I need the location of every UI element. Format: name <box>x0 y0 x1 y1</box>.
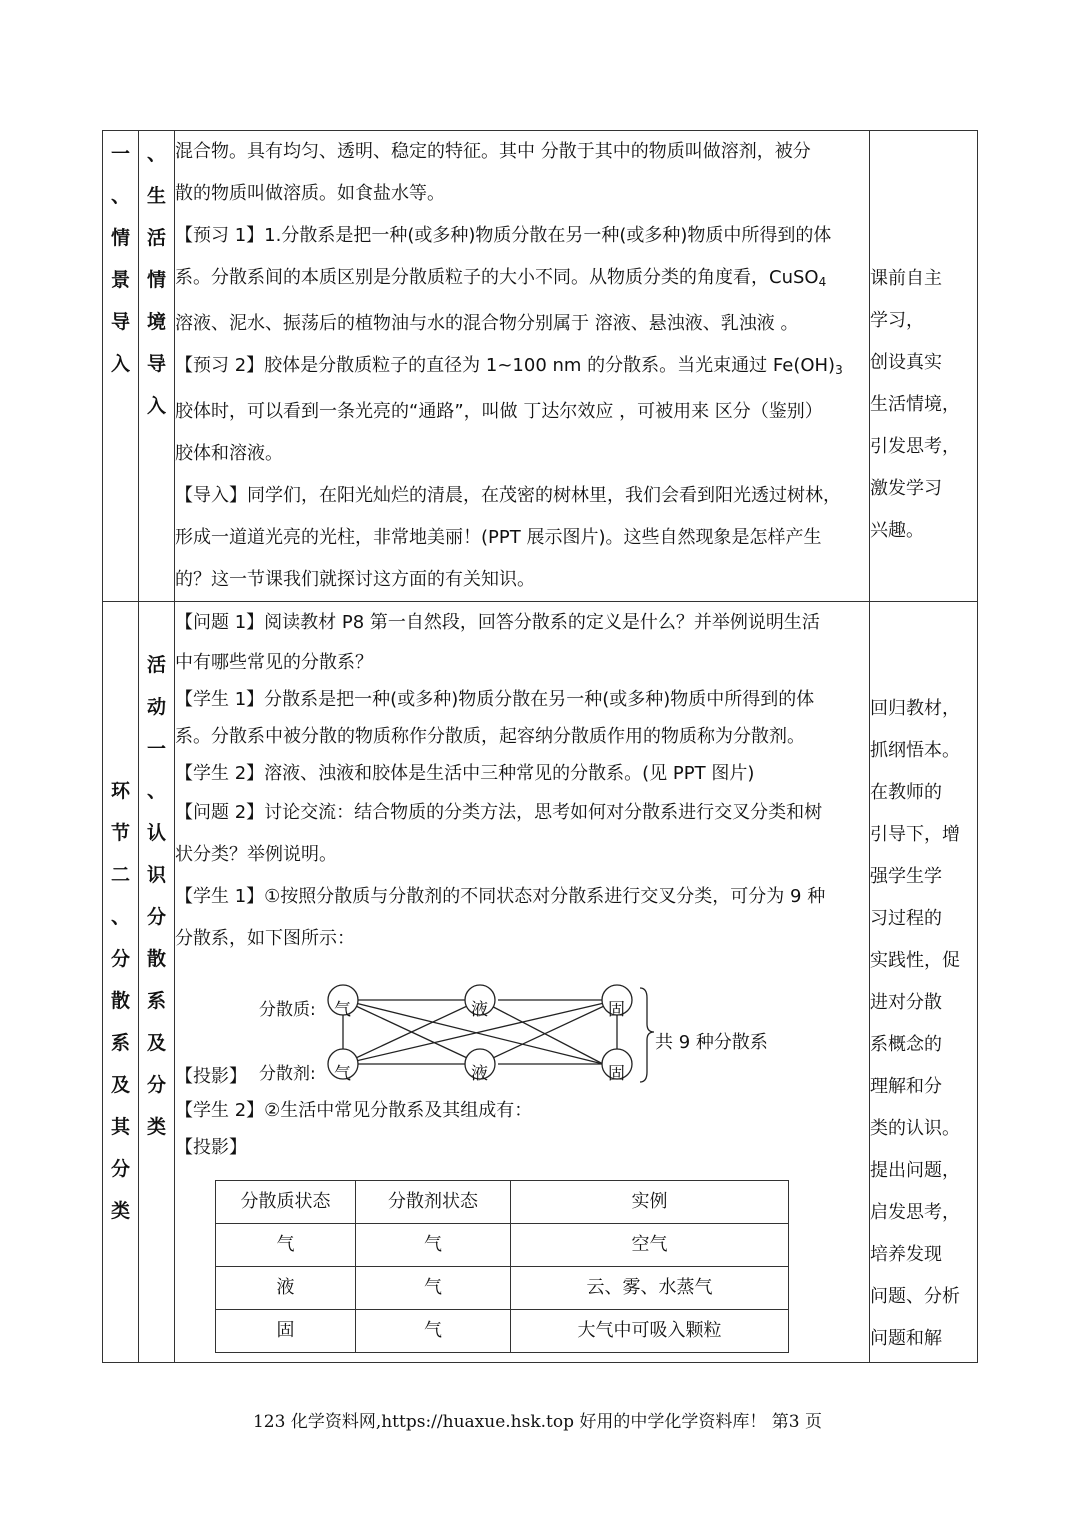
table-cell: 气 <box>356 1267 511 1310</box>
section-2-row <box>103 602 978 1363</box>
section-1-row <box>103 131 978 602</box>
node-bottom-solid: 固 <box>608 1064 625 1084</box>
table-cell: 气 <box>356 1224 511 1267</box>
section-2-note: 回归教材， 抓纲悟本。 在教师的 引导下，增 强学生学 习过程的 实践性，促 进对分散 系概念的 理解和分 类的认识。 提出问题， 启发思考， 培养发现 问题、分析 问题和解 <box>870 602 978 1363</box>
node-top-liquid: 液 <box>471 1000 488 1020</box>
table-cell: 气 <box>216 1224 356 1267</box>
table-row <box>216 1224 789 1267</box>
text-line: 系。分散系中被分散的物质称作分散质，起容纳分散质作用的物质称为分散剂。 <box>175 726 805 747</box>
text-line: 【问题 2】讨论交流：结合物质的分类方法，思考如何对分散系进行交叉分类和树 <box>175 802 823 823</box>
section-1-note: 课前自主 学习， 创设真实 生活情境， 引发思考， 激发学习 兴趣。 <box>870 131 978 602</box>
text-line: 形成一道道光亮的光柱，非常地美丽！(PPT 展示图片)。这些自然现象是怎样产生 <box>175 527 822 548</box>
text-line: 【学生 2】溶液、浊液和胶体是生活中三种常见的分散系。(见 PPT 图片) <box>175 763 755 784</box>
text-line: 【学生 1】①按照分散质与分散剂的不同状态对分散系进行交叉分类，可分为 9 种 <box>175 886 826 907</box>
label-dispersion-medium: 分散剂: <box>259 1064 316 1084</box>
text-line: 【导入】同学们，在阳光灿烂的清晨，在茂密的树林里，我们会看到阳光透过树林， <box>175 485 841 506</box>
text-line: 分散系，如下图所示： <box>175 928 355 949</box>
lesson-table <box>102 130 978 1363</box>
text-line: 的？这一节课我们就探讨这方面的有关知识。 <box>175 569 535 590</box>
text-line: 【预习 1】1.分散系是把一种(或多种)物质分散在另一种(或多种)物质中所得到的体 <box>175 225 832 246</box>
text-line: 【学生 2】②生活中常见分散系及其组成有： <box>175 1100 533 1121</box>
section-1-subtitle: 、 生 活 情 境 导 入 <box>139 131 175 602</box>
text-line: 中有哪些常见的分散系？ <box>175 652 373 673</box>
text-line: 系。分散系间的本质区别是分散质粒子的大小不同。从物质分类的角度看，CuSO$_4$ <box>175 267 827 289</box>
text-line: 散的物质叫做溶质。如食盐水等。 <box>175 183 445 204</box>
node-bottom-liquid: 液 <box>471 1064 488 1084</box>
text-line: 【学生 1】分散系是把一种(或多种)物质分散在另一种(或多种)物质中所得到的体 <box>175 689 815 710</box>
table-cell: 固 <box>216 1310 356 1353</box>
node-bottom-gas: 气 <box>334 1064 351 1084</box>
section-2-subtitle: 活 动 一 、 认 识 分 散 系 及 分 类 <box>139 602 175 1363</box>
table-header: 分散质状态 <box>216 1181 356 1224</box>
table-cell: 空气 <box>511 1224 789 1267</box>
text-line: 状分类？举例说明。 <box>175 844 337 865</box>
node-top-solid: 固 <box>608 1000 625 1020</box>
section-2-title: 环 节 二 、 分 散 系 及 其 分 类 <box>103 602 139 1363</box>
section-2-content <box>175 602 870 1363</box>
text-line: 【预习 2】胶体是分散质粒子的直径为 1~100 nm 的分散系。当光束通过 $Fe(OH)_3$ <box>175 355 843 377</box>
table-cell: 云、雾、水蒸气 <box>511 1267 789 1310</box>
label-dispersed-phase: 分散质: <box>259 1000 316 1020</box>
table-cell: 气 <box>356 1310 511 1353</box>
section-1-content <box>175 131 870 602</box>
projection-label: 【投影】 <box>175 1066 247 1087</box>
table-header: 实例 <box>511 1181 789 1224</box>
text-line: 混合物。具有均匀、透明、稳定的特征。其中 分散于其中的物质叫做溶剂，被分 <box>175 141 811 162</box>
table-row <box>216 1267 789 1310</box>
table-row <box>216 1310 789 1353</box>
table-cell: 液 <box>216 1267 356 1310</box>
node-top-gas: 气 <box>334 1000 351 1020</box>
text-line: 【问题 1】阅读教材 P8 第一自然段，回答分散系的定义是什么？并举例说明生活 <box>175 612 820 633</box>
table-header-row <box>216 1181 789 1224</box>
text-line: 【投影】 <box>175 1137 247 1158</box>
brace-label: 共 9 种分散系 <box>655 1032 768 1053</box>
section-1-title: 一 、 情 景 导 入 <box>103 131 139 602</box>
dispersion-examples-table <box>215 1180 789 1353</box>
text-line: 胶体和溶液。 <box>175 443 283 464</box>
text-line: 胶体时，可以看到一条光亮的“通路”，叫做 丁达尔效应 ，可被用来 区分（鉴别） <box>175 401 823 422</box>
page-footer: 123 化学资料网,https://huaxue.hsk.top 好用的中学化学资料库！ 第3 页 <box>252 1412 823 1432</box>
text-line: 溶液、泥水、振荡后的植物油与水的混合物分别属于 溶液、悬浊液、乳浊液 。 <box>175 313 799 334</box>
dispersion-diagram <box>175 960 869 1092</box>
table-cell: 大气中可吸入颗粒 <box>511 1310 789 1353</box>
table-header: 分散剂状态 <box>356 1181 511 1224</box>
